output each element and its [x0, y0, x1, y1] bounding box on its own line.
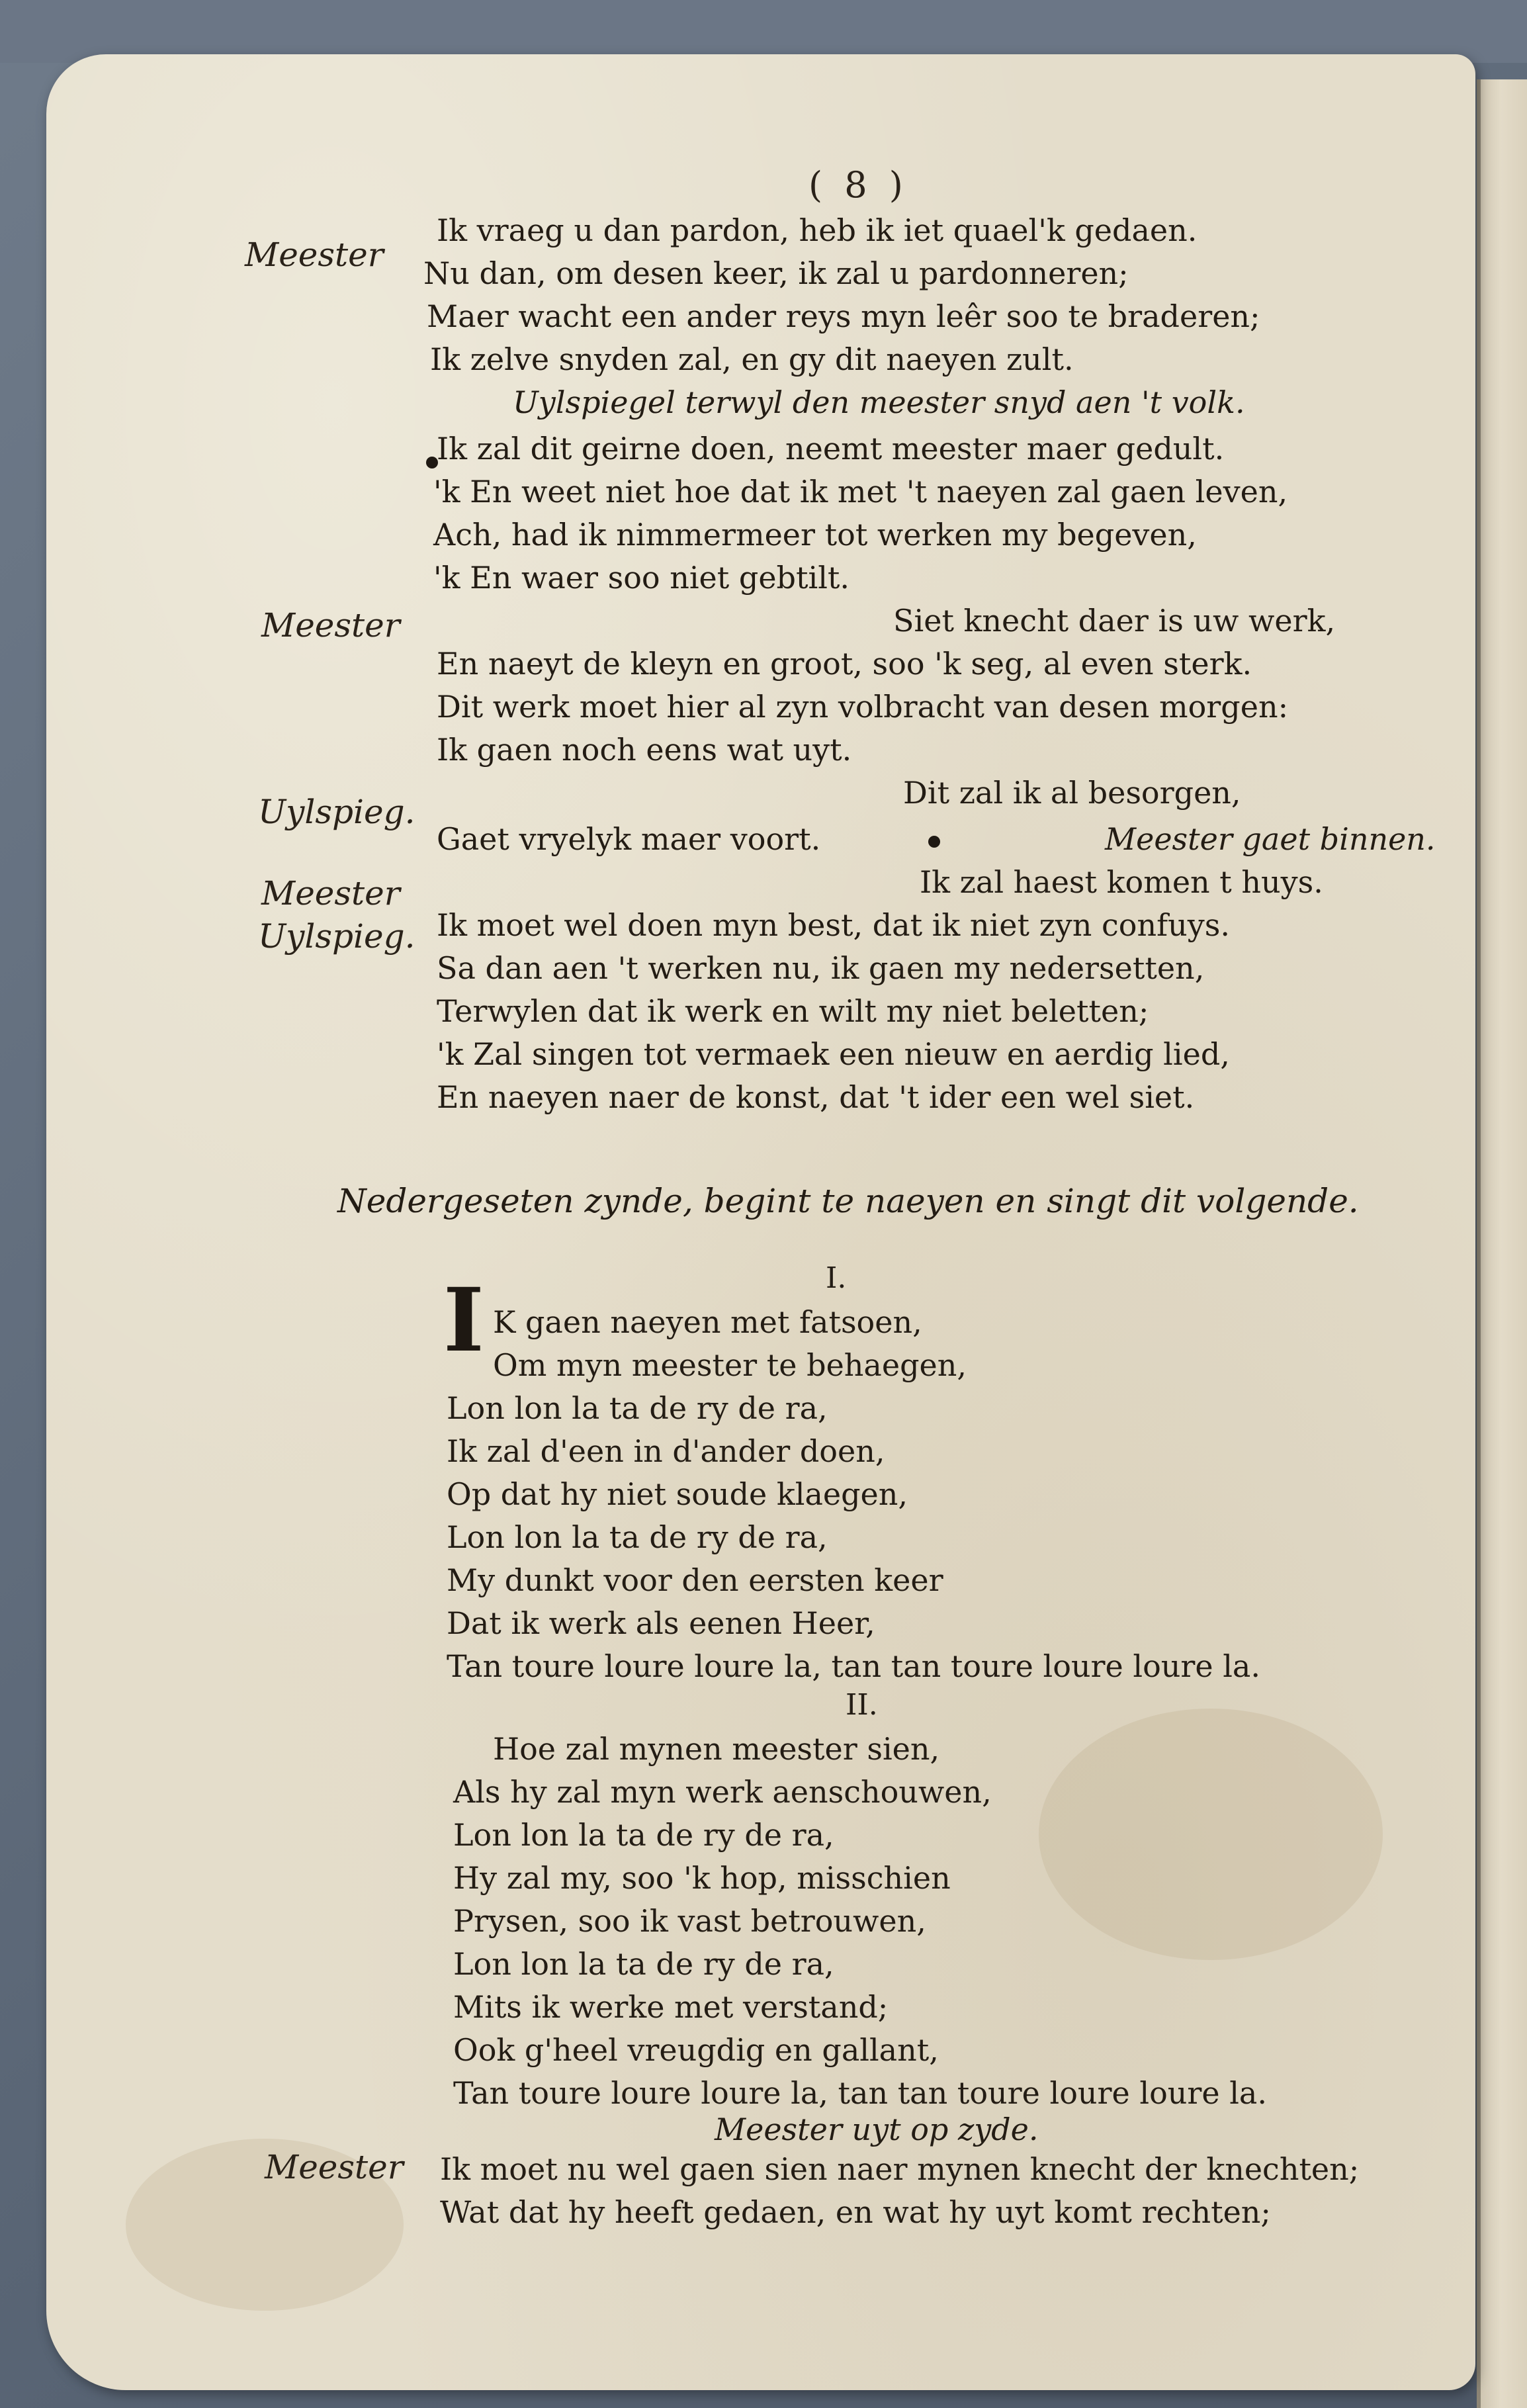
page-number: ( 8 ) — [808, 164, 908, 206]
background-edge — [0, 0, 1527, 63]
verse-line: Lon lon la ta de ry de ra, — [447, 1390, 828, 1426]
text-line: Terwylen dat ik werk en wilt my niet beletten; — [437, 993, 1149, 1029]
verse-line: Hy zal my, soo 'k hop, misschien — [453, 1860, 951, 1896]
verse-line: Ik zal d'een in d'ander doen, — [447, 1433, 885, 1469]
text-line: 'k En waer soo niet gebtilt. — [433, 560, 850, 596]
text-line: Nu dan, om desen keer, ik zal u pardonneren; — [423, 255, 1129, 291]
verse-line: Tan toure loure loure la, tan tan toure loure loure la. — [453, 2075, 1267, 2111]
verse-line: Als hy zal myn werk aenschouwen, — [453, 1774, 992, 1810]
verse-line: K gaen naeyen met fatsoen, — [493, 1304, 922, 1340]
text-line: Ik zal dit geirne doen, neemt meester maer gedult. — [437, 431, 1225, 467]
facing-page-edge — [1477, 79, 1527, 2408]
text-line: 'k Zal singen tot vermaek een nieuw en aerdig lied, — [437, 1036, 1230, 1072]
text-line: Ik vraeg u dan pardon, heb ik iet quael'k gedaen. — [437, 212, 1198, 248]
stage-direction: Meester uyt op zyde. — [715, 2112, 1039, 2147]
verse-line: Lon lon la ta de ry de ra, — [447, 1519, 828, 1555]
stage-direction: Uylspiegel terwyl den meester snyd aen 't volk. — [513, 384, 1245, 420]
verse-number: I. — [826, 1261, 847, 1295]
speaker-label: Uylspieg. — [258, 793, 415, 831]
speaker-label: Meester — [245, 236, 384, 274]
text-line: Ik moet nu wel gaen sien naer mynen knecht der knechten; — [440, 2151, 1360, 2187]
stage-direction: Meester gaet binnen. — [1105, 821, 1436, 857]
text-line: Sa dan aen 't werken nu, ik gaen my nedersetten, — [437, 950, 1205, 986]
verse-line: Ook g'heel vreugdig en gallant, — [453, 2032, 939, 2068]
verse-line: Om myn meester te behaegen, — [493, 1347, 967, 1383]
song-heading: Nedergeseten zynde, begint te naeyen en singt dit volgende. — [337, 1182, 1359, 1220]
verse-line: Prysen, soo ik vast betrouwen, — [453, 1903, 926, 1939]
verse-number: II. — [846, 1688, 878, 1722]
text-line: Ik moet wel doen myn best, dat ik niet zyn confuys. — [437, 907, 1230, 943]
verse-line: Hoe zal mynen meester sien, — [493, 1731, 940, 1767]
speaker-label: Meester — [261, 606, 400, 645]
text-line: 'k En weet niet hoe dat ik met 't naeyen zal gaen leven, — [433, 474, 1288, 510]
bullet-mark — [928, 836, 940, 848]
verse-line: Op dat hy niet soude klaegen, — [447, 1476, 908, 1512]
text-line: Maer wacht een ander reys myn leêr soo te braderen; — [427, 298, 1260, 334]
text-line: Gaet vryelyk maer voort. — [437, 821, 821, 857]
text-line: Ik gaen noch eens wat uyt. — [437, 732, 852, 768]
text-line: En naeyen naer de konst, dat 't ider een wel siet. — [437, 1079, 1195, 1115]
text-line: En naeyt de kleyn en groot, soo 'k seg, al even sterk. — [437, 646, 1252, 682]
text-line: Dit zal ik al besorgen, — [903, 775, 1241, 811]
verse-line: Lon lon la ta de ry de ra, — [453, 1817, 834, 1853]
verse-line: Lon lon la ta de ry de ra, — [453, 1946, 834, 1982]
verse-line: Mits ik werke met verstand; — [453, 1989, 889, 2025]
speaker-label: Meester — [265, 2148, 404, 2186]
verse-line: Dat ik werk als eenen Heer, — [447, 1605, 875, 1641]
text-line: Wat dat hy heeft gedaen, en wat hy uyt komt rechten; — [440, 2194, 1271, 2230]
text-line: Ach, had ik nimmermeer tot werken my begeven, — [433, 517, 1197, 553]
text-line: Siet knecht daer is uw werk, — [893, 603, 1336, 639]
text-line: Ik zelve snyden zal, en gy dit naeyen zult. — [430, 341, 1074, 377]
verse-line: My dunkt voor den eersten keer — [447, 1562, 943, 1598]
verse-line: Tan toure loure loure la, tan tan toure loure loure la. — [447, 1648, 1260, 1684]
paper-stain — [1039, 1709, 1383, 1960]
text-line: Dit werk moet hier al zyn volbracht van desen morgen: — [437, 689, 1289, 725]
speaker-label: Meester — [261, 874, 400, 913]
speaker-label: Uylspieg. — [258, 917, 415, 956]
text-line: Ik zal haest komen t huys. — [920, 864, 1323, 900]
drop-cap: I — [443, 1269, 484, 1372]
